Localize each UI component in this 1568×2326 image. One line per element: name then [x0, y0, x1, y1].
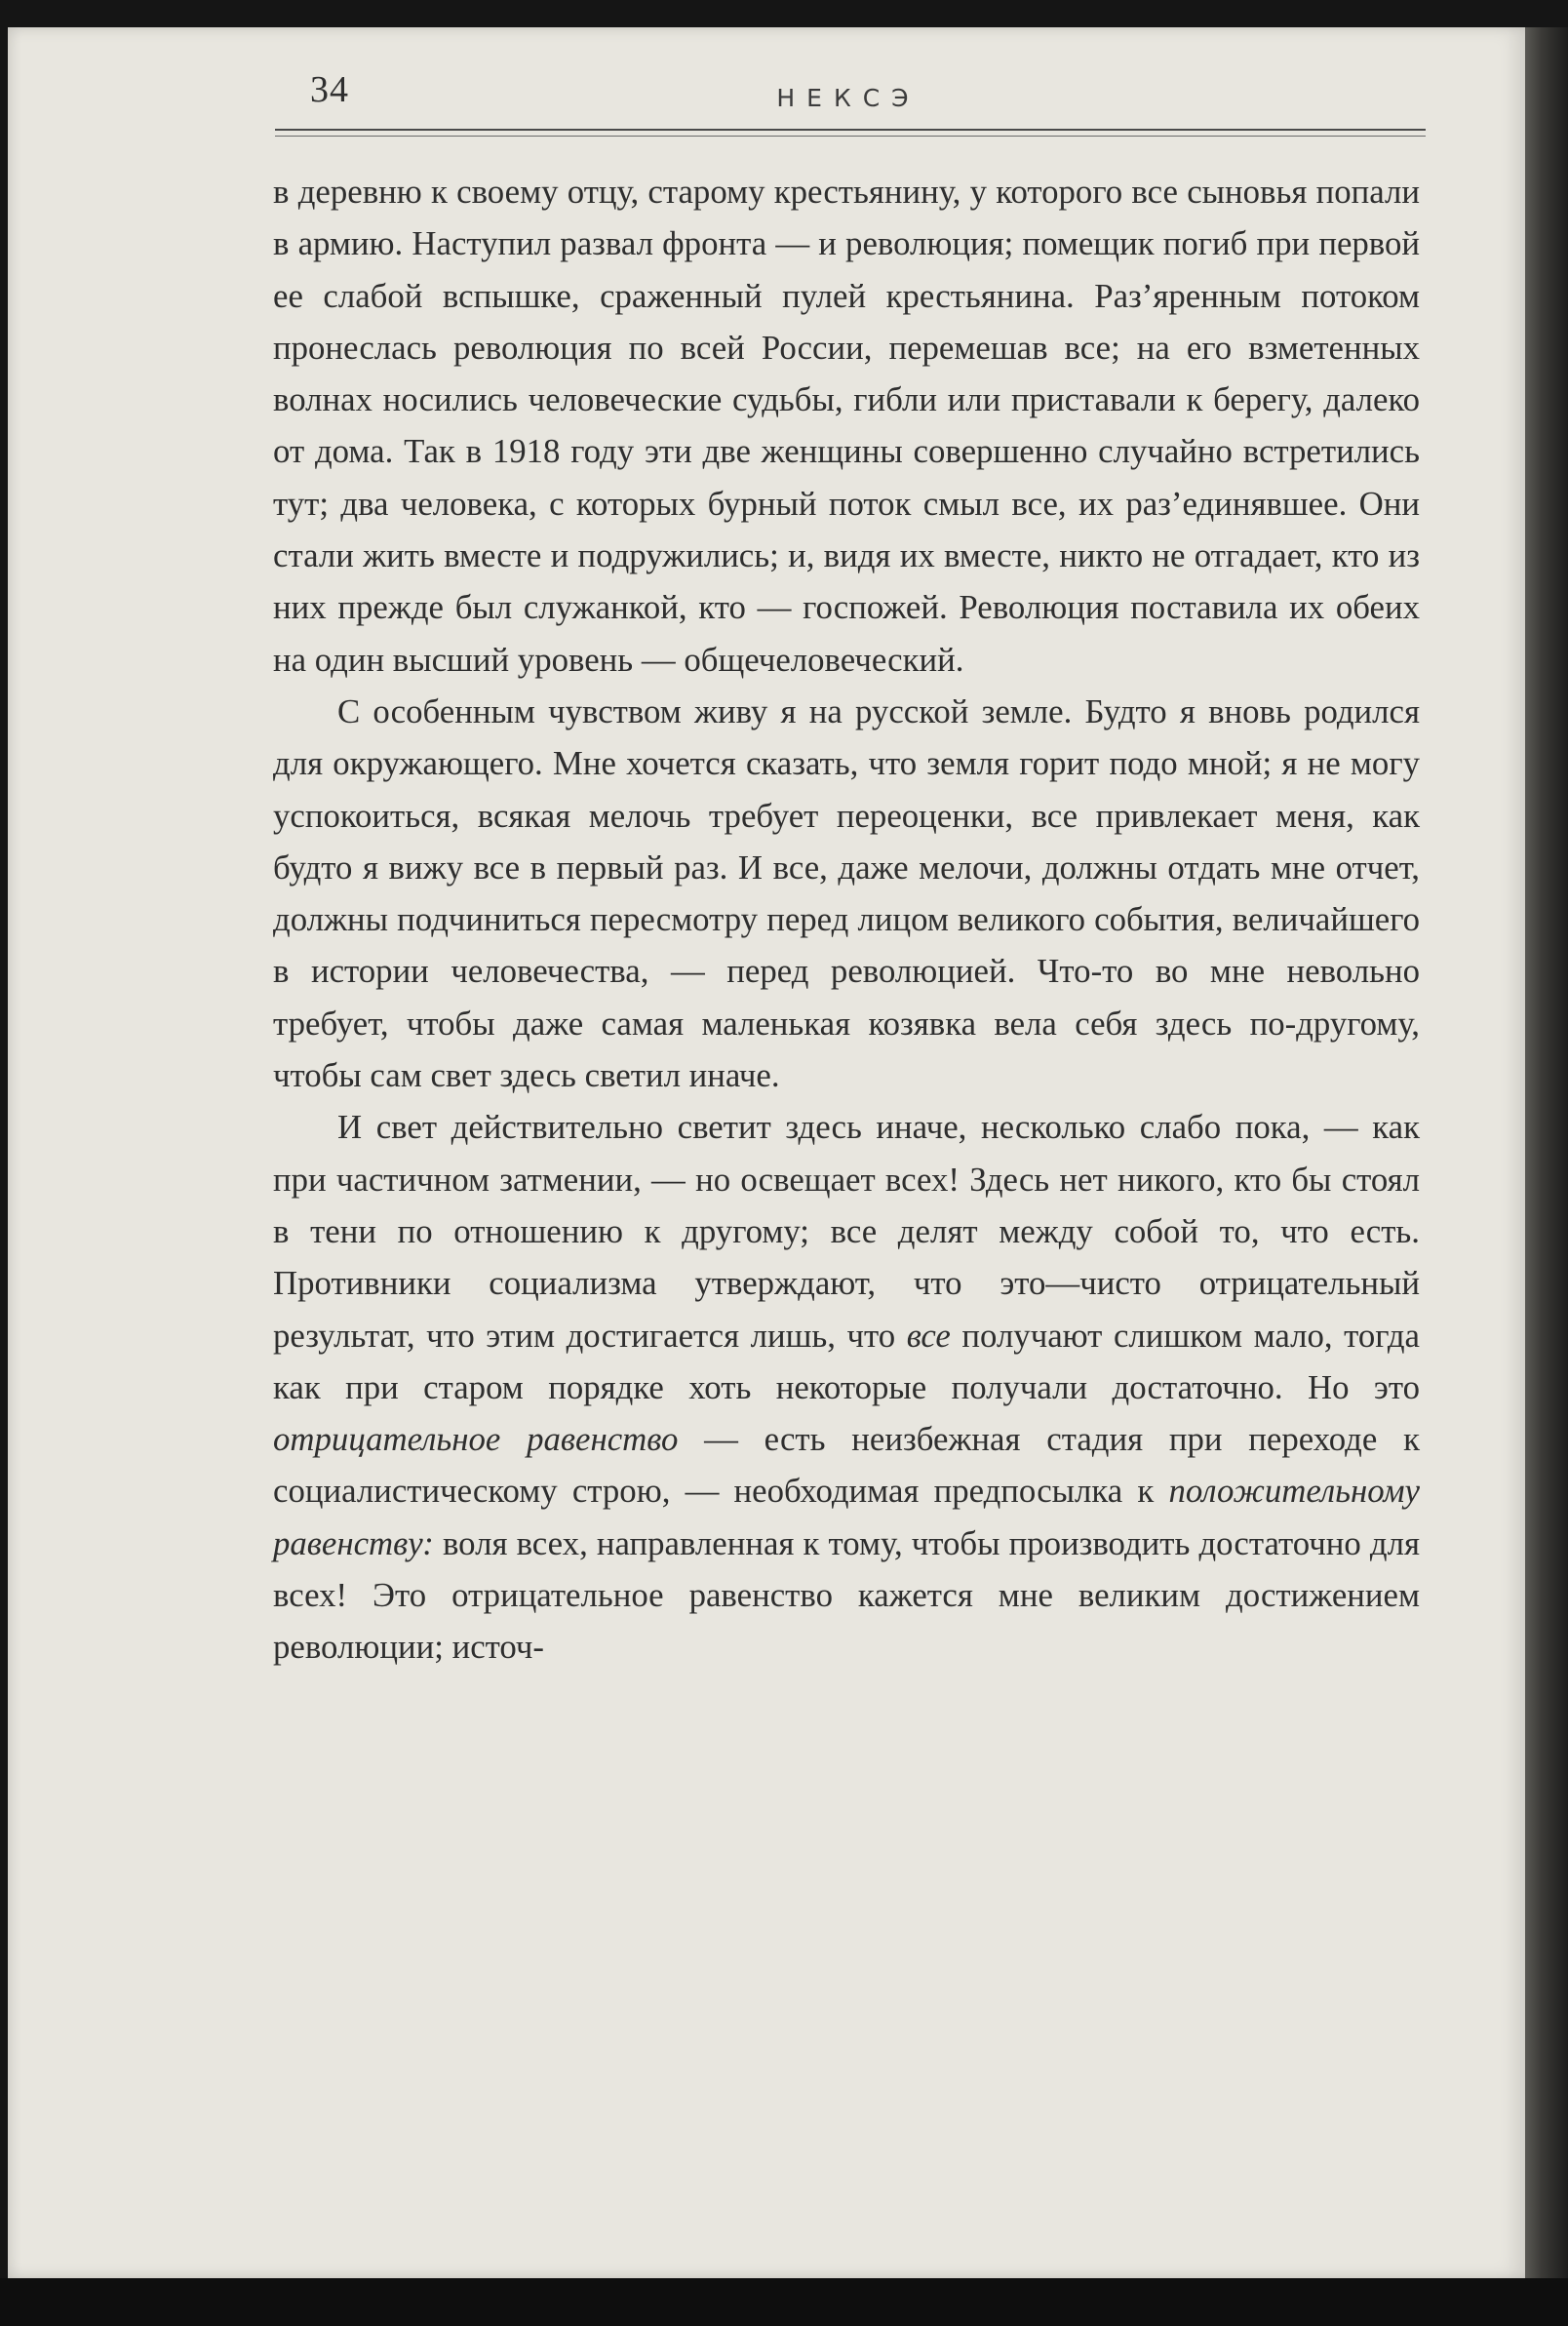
text-run: в деревню к своему отцу, старому крестьянину, у которого все сыновья попали в армию. Наступил развал фронта — и революция; помещик погиб при первой ее слабой вспышке, сраженный пулей крестьянина. Раз’яренным потоком пронеслась революция по всей России, перемешав все; на его взметенных волнах носились человеческие судьбы, гибли или приставали к берегу, далеко от дома. Так в 1918 году эти две женщины совершенно случайно встретились тут; два человека, с которых бурный поток смыл все, их раз’единявшее. Они стали жить вместе и подружились; и, видя их вместе, никто не отгадает, кто из них прежде был служанкой, кто — госпожей. Революция поставила их обеих на один высший уровень — общечеловеческий.: [273, 173, 1420, 679]
body-text: [273, 166, 1420, 1674]
italic-emphasis: отрицательное равенство: [273, 1420, 679, 1459]
running-title: НЕКСЭ: [776, 84, 921, 112]
text-run: И свет действительно светит здесь иначе, несколько слабо пока, — как при частичном затмении, — но освещает всех! Здесь нет никого, кто бы стоял в тени по отношению к другому; все делят между собой то, что есть. Противники социализма утверждают, что это—чисто отрицательный результат, что этим достигается лишь, что: [273, 1108, 1420, 1355]
header-rule: [275, 129, 1426, 131]
paragraph: [273, 1101, 1420, 1673]
italic-emphasis: положительному равенству:: [273, 1472, 1420, 1562]
text-run: воля всех, направленная к тому, чтобы производить достаточно для всех! Это отрицательное равенство кажется мне великим достижением революции; источ-: [273, 1523, 1420, 1667]
text-run: — есть неизбежная стадия при переходе к социалистическому строю, — необходимая предпосылка к: [273, 1420, 1420, 1511]
paragraph: [273, 166, 1420, 686]
paragraph: [273, 686, 1420, 1101]
header-rule-thin: [275, 136, 1426, 137]
running-head: [273, 64, 1424, 123]
scan-bottom-edge: [0, 2278, 1568, 2326]
text-run: получают слишком мало, тогда как при старом порядке хоть некоторые получали достаточно. Но это: [273, 1316, 1420, 1406]
text-run: С особенным чувством живу я на русской земле. Будто я вновь родился для окружающего. Мне хочется сказать, что земля горит подо мной; я не могу успокоиться, всякая мелочь требует переоценки, все привлекает меня, как будто я вижу все в первый раз. И все, даже мелочи, должны отдать мне отчет, должны подчиниться пересмотру перед лицом великого события, величайшего в истории человечества, — перед революцией. Что-то во мне невольно требует, чтобы даже самая маленькая козявка вела себя здесь по-другому, чтобы сам свет здесь светил иначе.: [273, 691, 1420, 1095]
italic-emphasis: все: [906, 1316, 951, 1355]
book-spine-edge: [1525, 27, 1568, 2300]
page-number: 34: [310, 69, 349, 110]
